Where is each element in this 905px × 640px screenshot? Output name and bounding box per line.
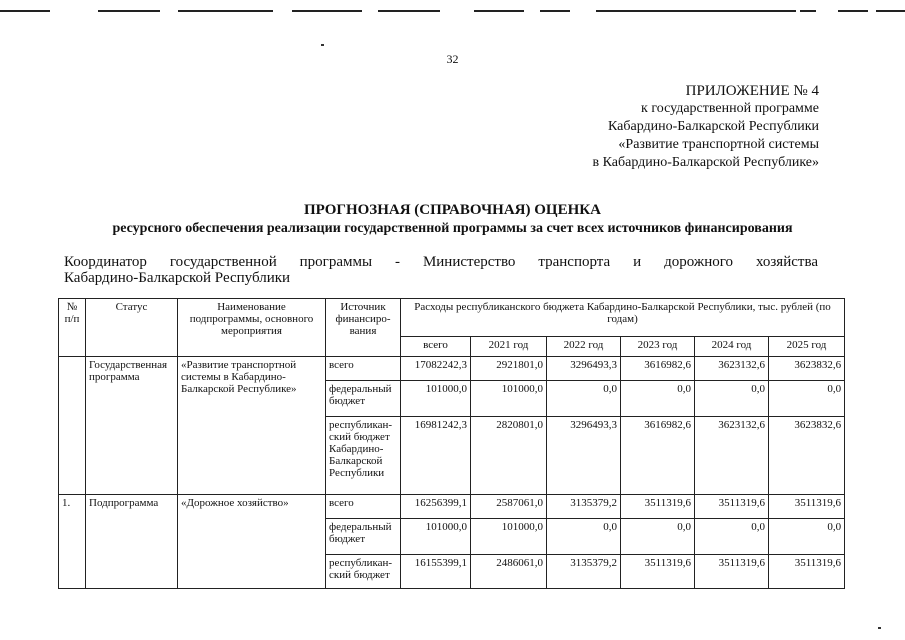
cell-value: 3511319,6: [769, 555, 845, 589]
cell-value: 0,0: [695, 519, 769, 555]
coordinator-word: транспорта: [538, 254, 611, 270]
appendix-line: Кабардино-Балкарской Республики: [608, 119, 819, 134]
appendix-line: в Кабардино-Балкарской Республике»: [592, 155, 819, 170]
row-status: Подпрограмма: [86, 495, 178, 589]
scan-artifact-line: [98, 10, 160, 12]
row-status: Государственная программа: [86, 357, 178, 495]
heading-title: ПРОГНОЗНАЯ (СПРАВОЧНАЯ) ОЦЕНКА: [304, 202, 601, 218]
cell-value: 3511319,6: [695, 555, 769, 589]
coordinator-word: -: [395, 254, 400, 270]
cell-value: 0,0: [621, 519, 695, 555]
cell-value: 2486061,0: [471, 555, 547, 589]
row-source: республикан-ский бюджет: [326, 555, 401, 589]
row-num: [59, 357, 86, 495]
row-source: федеральный бюджет: [326, 519, 401, 555]
cell-value: 3623832,6: [769, 417, 845, 495]
row-num: 1.: [59, 495, 86, 589]
coordinator-word: программы: [299, 254, 373, 270]
coordinator-block: [64, 254, 818, 286]
row-source: республикан-ский бюджет Кабардино-Балкарской Республики: [326, 417, 401, 495]
cell-value: 0,0: [695, 381, 769, 417]
row-name: «Развитие транспортной системы в Кабардино-Балкарской Республике»: [178, 357, 326, 495]
header-row: [59, 299, 845, 337]
cell-value: 0,0: [621, 381, 695, 417]
row-source: всего: [326, 357, 401, 381]
header-year: 2021 год: [471, 337, 547, 357]
coordinator-line2: Кабардино-Балкарской Республики: [64, 270, 291, 286]
header-year: всего: [401, 337, 471, 357]
cell-value: 3296493,3: [547, 357, 621, 381]
scan-artifact-line: [292, 10, 362, 12]
scan-artifact-line: [838, 10, 868, 12]
cell-value: 3623132,6: [695, 357, 769, 381]
cell-value: 101000,0: [471, 381, 547, 417]
scan-artifact-line: [800, 10, 816, 12]
scan-artifact-line: [178, 10, 273, 12]
coordinator-word: и: [633, 254, 642, 270]
resources-table: [58, 298, 845, 589]
scan-artifact-line: [596, 10, 796, 12]
cell-value: 0,0: [769, 381, 845, 417]
scan-artifact-dot: [878, 627, 881, 629]
coordinator-word: хозяйства: [755, 254, 818, 270]
row-name: «Дорожное хозяйство»: [178, 495, 326, 589]
cell-value: 16155399,1: [401, 555, 471, 589]
page-number: 32: [446, 52, 459, 66]
heading-subtitle: ресурсного обеспечения реализации государственной программы за счет всех источников финансирования: [112, 221, 793, 236]
cell-value: 101000,0: [401, 519, 471, 555]
header-source: Источник финансиро-вания: [326, 299, 401, 357]
header-expenses: Расходы республиканского бюджета Кабардино-Балкарской Республики, тыс. рублей (по годам): [401, 299, 845, 337]
appendix-line: к государственной программе: [641, 101, 819, 116]
appendix-line: «Развитие транспортной системы: [618, 137, 819, 152]
header-year: 2025 год: [769, 337, 845, 357]
cell-value: 0,0: [547, 381, 621, 417]
cell-value: 0,0: [769, 519, 845, 555]
cell-value: 3135379,2: [547, 495, 621, 519]
document-heading: [0, 201, 905, 238]
appendix-title: ПРИЛОЖЕНИЕ № 4: [685, 83, 819, 99]
scan-artifact-line: [540, 10, 570, 12]
scan-artifact-line: [0, 10, 50, 12]
coordinator-word: Министерство: [422, 254, 516, 270]
cell-value: 101000,0: [471, 519, 547, 555]
cell-value: 3623132,6: [695, 417, 769, 495]
cell-value: 3616982,6: [621, 417, 695, 495]
scan-artifact-line: [378, 10, 440, 12]
cell-value: 2921801,0: [471, 357, 547, 381]
coordinator-line: [64, 254, 818, 270]
header-num: № п/п: [59, 299, 86, 357]
cell-value: 3623832,6: [769, 357, 845, 381]
appendix-block: [593, 82, 819, 172]
cell-value: 16256399,1: [401, 495, 471, 519]
cell-value: 16981242,3: [401, 417, 471, 495]
row-source: федеральный бюджет: [326, 381, 401, 417]
header-name: Наименование подпрограммы, основного мероприятия: [178, 299, 326, 357]
coordinator-word: Координатор: [64, 254, 147, 270]
scan-artifact-line: [876, 10, 905, 12]
cell-value: 3511319,6: [769, 495, 845, 519]
cell-value: 17082242,3: [401, 357, 471, 381]
cell-value: 3616982,6: [621, 357, 695, 381]
header-status: Статус: [86, 299, 178, 357]
scan-artifact-dot: [321, 44, 324, 46]
cell-value: 3511319,6: [621, 495, 695, 519]
cell-value: 3296493,3: [547, 417, 621, 495]
table-row: [59, 495, 845, 519]
cell-value: 2820801,0: [471, 417, 547, 495]
header-year: 2022 год: [547, 337, 621, 357]
cell-value: 2587061,0: [471, 495, 547, 519]
cell-value: 3511319,6: [695, 495, 769, 519]
cell-value: 3135379,2: [547, 555, 621, 589]
row-source: всего: [326, 495, 401, 519]
coordinator-word: государственной: [169, 254, 277, 270]
cell-value: 3511319,6: [621, 555, 695, 589]
table-row: [59, 357, 845, 381]
coordinator-word: дорожного: [664, 254, 734, 270]
scan-artifact-line: [474, 10, 524, 12]
cell-value: 0,0: [547, 519, 621, 555]
cell-value: 101000,0: [401, 381, 471, 417]
header-year: 2024 год: [695, 337, 769, 357]
header-year: 2023 год: [621, 337, 695, 357]
